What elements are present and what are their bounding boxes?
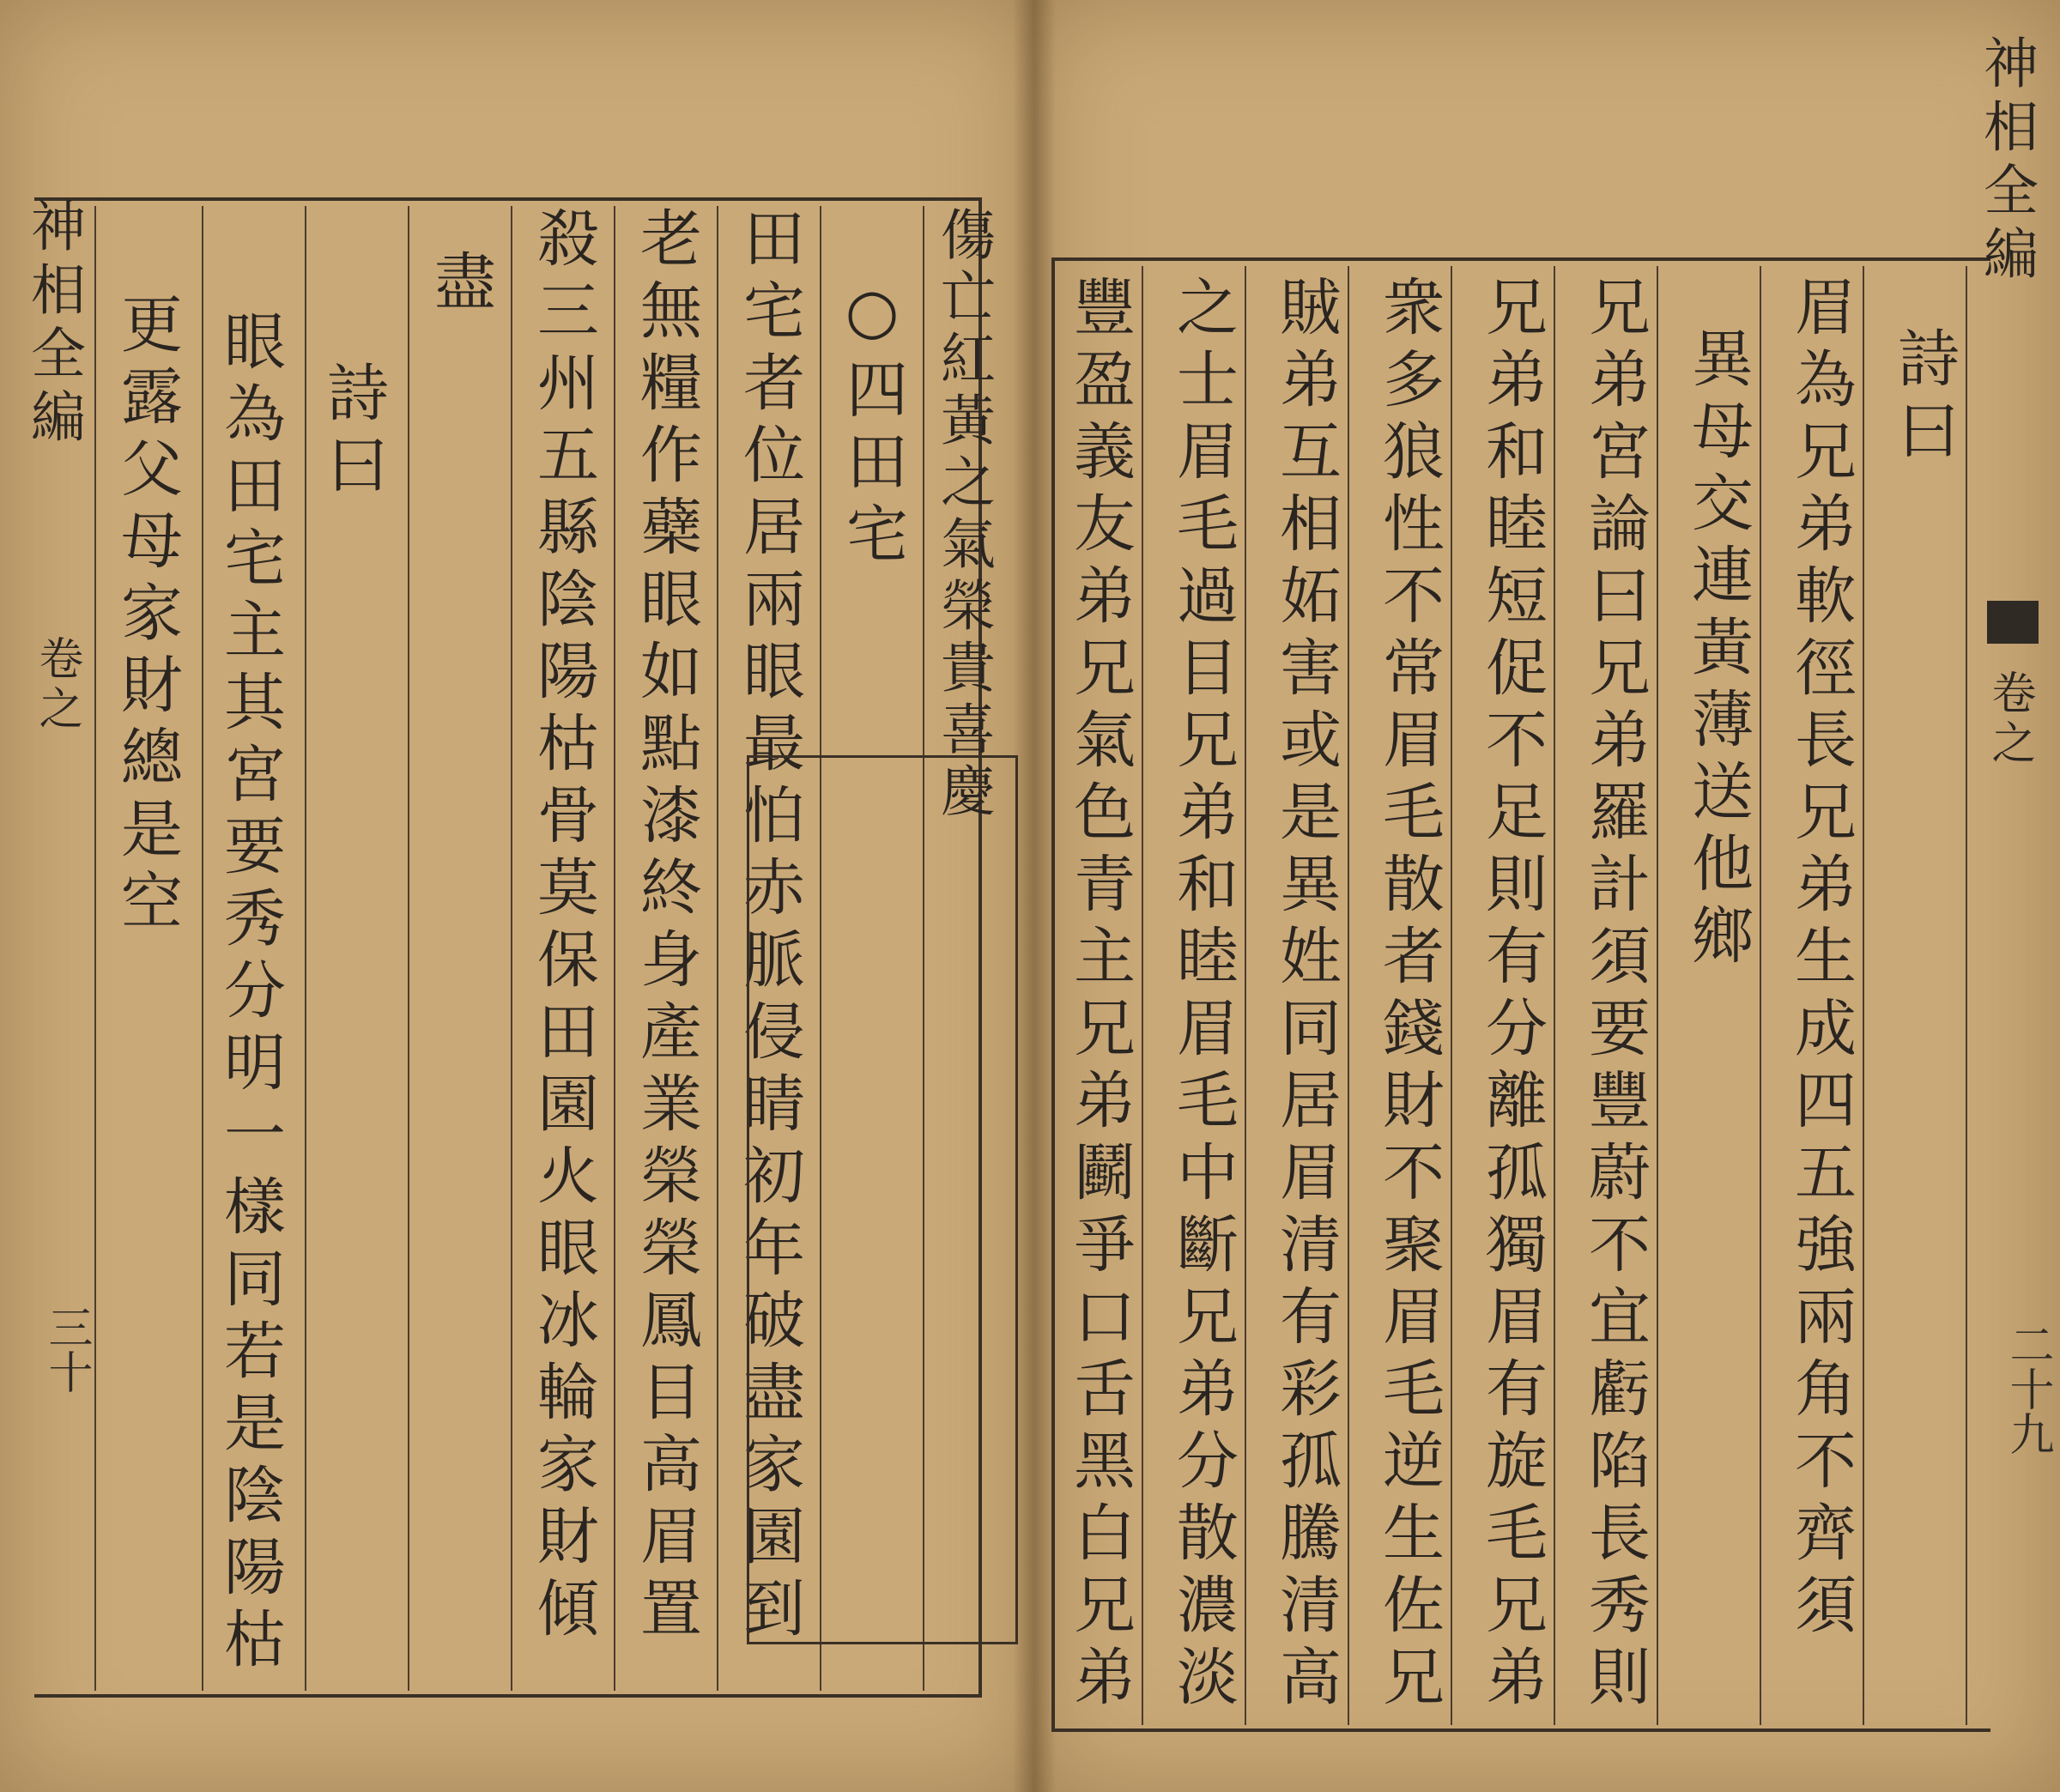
right-rule-2	[1245, 266, 1246, 1725]
left-column-9: 傷亡紅黃之氣榮貴喜慶	[931, 206, 995, 824]
right-column-1: 詩曰	[1887, 326, 1960, 470]
left-rule-5	[511, 206, 512, 1691]
left-page-number: 三十	[40, 1305, 92, 1394]
left-column-3: 詩曰	[317, 360, 389, 505]
left-page-banner: 神相全編	[21, 197, 85, 451]
right-rule-1	[1142, 266, 1143, 1725]
left-column-2: 眼為田宅主其宮要秀分明一樣同若是陰陽枯	[214, 309, 286, 1679]
right-column-3: 異母交連黃薄送他鄉	[1681, 326, 1754, 975]
left-column-5: 殺三州五縣陰陽枯骨莫保田園火眼冰輪家財傾	[527, 206, 599, 1648]
right-column-9: 豐盈義友弟兄氣色青主兄弟鬬爭口舌黑白兄弟	[1063, 275, 1136, 1716]
left-page-banner-juan: 卷之	[31, 635, 82, 735]
right-rule-3	[1348, 266, 1349, 1725]
right-page	[1034, 0, 2060, 1792]
right-rule-8	[1863, 266, 1864, 1725]
right-rule-7	[1760, 266, 1761, 1725]
right-rule-5	[1554, 266, 1555, 1725]
right-page-number: 二十九	[2002, 1322, 2053, 1456]
right-rule-6	[1657, 266, 1658, 1725]
left-column-7: 田宅者位居兩眼最怕赤脈侵睛初年破盡家園到	[733, 206, 805, 1648]
right-page-banner-juan: 卷之	[1984, 669, 2035, 769]
right-column-8: 之士眉毛過目兄弟和睦眉毛中斷兄弟分散濃淡	[1166, 275, 1239, 1716]
left-column-1: 更露父母家財總是空	[111, 292, 183, 941]
right-column-5: 兄弟和睦短促不足則有分離孤獨眉有旋毛兄弟	[1475, 275, 1548, 1716]
left-column-4: 盡	[424, 249, 496, 321]
right-column-7: 賊弟互相妬害或是異姓同居眉清有彩孤騰清高	[1269, 275, 1342, 1716]
left-inner-frame	[747, 755, 1018, 1644]
right-column-6: 衆多狼性不常眉毛散者錢財不聚眉毛逆生佐兄	[1372, 275, 1445, 1716]
right-page-banner: 神相全編	[1974, 34, 2038, 288]
left-rule-4	[408, 206, 409, 1691]
left-rule-1	[94, 206, 96, 1691]
left-rule-3	[305, 206, 306, 1691]
right-column-2: 眉為兄弟軟徑長兄弟生成四五強兩角不齊須	[1784, 275, 1857, 1644]
right-rule-9	[1966, 266, 1967, 1725]
left-rule-2	[202, 206, 203, 1691]
right-rule-4	[1451, 266, 1452, 1725]
right-fold-mark	[1987, 601, 2039, 644]
left-column-6: 老無糧作蘗眼如點漆終身產業榮榮鳳目高眉置	[630, 206, 702, 1648]
left-rule-7	[717, 206, 718, 1691]
left-column-8: ○四田宅	[836, 275, 908, 573]
right-column-4: 兄弟宮論曰兄弟羅計須要豐蔚不宜虧陷長秀則	[1578, 275, 1651, 1716]
left-rule-6	[614, 206, 615, 1691]
